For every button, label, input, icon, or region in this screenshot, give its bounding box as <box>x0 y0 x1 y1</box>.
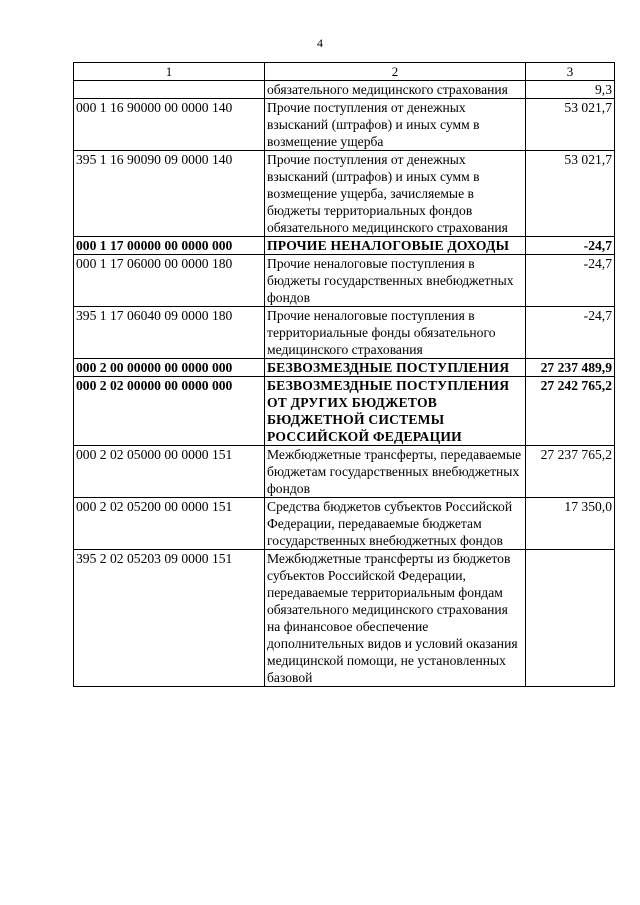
row-code: 000 2 02 05000 00 0000 151 <box>74 446 265 498</box>
table-row <box>74 446 615 498</box>
column-header-description: 2 <box>265 63 526 81</box>
row-amount: 53 021,7 <box>526 99 615 151</box>
table-row <box>74 498 615 550</box>
table-row <box>74 255 615 307</box>
table-body <box>74 81 615 687</box>
row-code: 000 1 16 90000 00 0000 140 <box>74 99 265 151</box>
column-header-amount: 3 <box>526 63 615 81</box>
row-amount <box>526 550 615 687</box>
row-description: Средства бюджетов субъектов Российской Федерации, передаваемые бюджетам государственных внебюджетных фондов <box>265 498 526 550</box>
table-row <box>74 550 615 687</box>
row-amount: 9,3 <box>526 81 615 99</box>
column-header-code: 1 <box>74 63 265 81</box>
table-row <box>74 307 615 359</box>
row-code: 395 2 02 05203 09 0000 151 <box>74 550 265 687</box>
table-row <box>74 359 615 377</box>
row-description: Прочие поступления от денежных взысканий (штрафов) и иных сумм в возмещение ущерба, зачисляемые в бюджеты территориальных фондов обязательного медицинского страхования <box>265 151 526 237</box>
row-description: Прочие неналоговые поступления в территориальные фонды обязательного медицинского страхования <box>265 307 526 359</box>
row-amount: 27 237 765,2 <box>526 446 615 498</box>
row-amount: -24,7 <box>526 255 615 307</box>
row-description: БЕЗВОЗМЕЗДНЫЕ ПОСТУПЛЕНИЯ ОТ ДРУГИХ БЮДЖЕТОВ БЮДЖЕТНОЙ СИСТЕМЫ РОССИЙСКОЙ ФЕДЕРАЦИИ <box>265 377 526 446</box>
table-row <box>74 151 615 237</box>
table-header-row <box>74 63 615 81</box>
table-row <box>74 81 615 99</box>
row-code: 000 2 02 05200 00 0000 151 <box>74 498 265 550</box>
row-code: 000 1 17 00000 00 0000 000 <box>74 237 265 255</box>
row-code: 395 1 17 06040 09 0000 180 <box>74 307 265 359</box>
row-description: Межбюджетные трансферты из бюджетов субъектов Российской Федерации, передаваемые территориальным фондам обязательного медицинского страхования на финансовое обеспечение дополнительных видов и условий оказания медицинской помощи, не установленных базовой <box>265 550 526 687</box>
table-row <box>74 237 615 255</box>
row-amount: 17 350,0 <box>526 498 615 550</box>
row-description: Прочие неналоговые поступления в бюджеты государственных внебюджетных фондов <box>265 255 526 307</box>
budget-table <box>73 62 615 687</box>
row-amount: -24,7 <box>526 237 615 255</box>
row-code: 000 1 17 06000 00 0000 180 <box>74 255 265 307</box>
row-description: ПРОЧИЕ НЕНАЛОГОВЫЕ ДОХОДЫ <box>265 237 526 255</box>
row-amount: 27 237 489,9 <box>526 359 615 377</box>
table-row <box>74 377 615 446</box>
row-description: БЕЗВОЗМЕЗДНЫЕ ПОСТУПЛЕНИЯ <box>265 359 526 377</box>
row-amount: -24,7 <box>526 307 615 359</box>
page-number: 4 <box>317 36 323 50</box>
table-row <box>74 99 615 151</box>
row-description: Межбюджетные трансферты, передаваемые бюджетам государственных внебюджетных фондов <box>265 446 526 498</box>
row-code <box>74 81 265 99</box>
row-code: 000 2 02 00000 00 0000 000 <box>74 377 265 446</box>
row-amount: 53 021,7 <box>526 151 615 237</box>
row-description: обязательного медицинского страхования <box>265 81 526 99</box>
row-code: 395 1 16 90090 09 0000 140 <box>74 151 265 237</box>
row-code: 000 2 00 00000 00 0000 000 <box>74 359 265 377</box>
row-amount: 27 242 765,2 <box>526 377 615 446</box>
row-description: Прочие поступления от денежных взысканий (штрафов) и иных сумм в возмещение ущерба <box>265 99 526 151</box>
